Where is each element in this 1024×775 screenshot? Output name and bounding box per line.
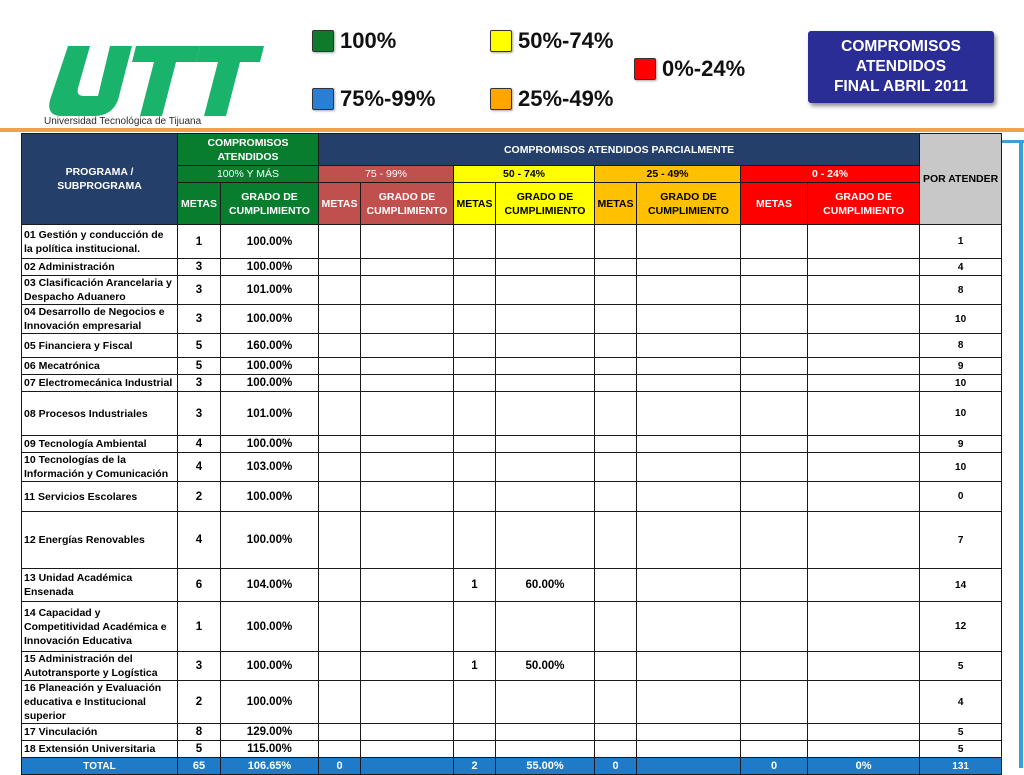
cell-por-atender: 12 bbox=[920, 602, 1002, 652]
cell-g50 bbox=[496, 259, 595, 276]
cell-grado: 160.00% bbox=[221, 334, 319, 358]
cell-m50 bbox=[454, 724, 496, 741]
cell-por-atender: 4 bbox=[920, 259, 1002, 276]
cell-metas: 3 bbox=[178, 259, 221, 276]
cell-m25 bbox=[595, 225, 637, 259]
report-title-box bbox=[808, 31, 994, 103]
cell-g75 bbox=[361, 276, 454, 305]
cell-g0 bbox=[808, 512, 920, 569]
cell-g50: 50.00% bbox=[496, 652, 595, 681]
cell-programa: 18 Extensión Universitaria bbox=[22, 741, 178, 758]
cell-m75 bbox=[319, 741, 361, 758]
cell-g25 bbox=[637, 334, 741, 358]
cell-g0 bbox=[808, 392, 920, 436]
cell-programa: 06 Mecatrónica bbox=[22, 358, 178, 375]
cell-m75 bbox=[319, 225, 361, 259]
cell-programa: 16 Planeación y Evaluación educativa e Institucional superior bbox=[22, 681, 178, 724]
table-row bbox=[22, 681, 1002, 724]
header-metas: METAS bbox=[595, 183, 637, 225]
cell-m25 bbox=[595, 276, 637, 305]
cell-grado: 100.00% bbox=[221, 681, 319, 724]
cell-g25 bbox=[637, 259, 741, 276]
header-range-50: 50 - 74% bbox=[454, 166, 595, 183]
cell-g0 bbox=[808, 724, 920, 741]
cell-g0 bbox=[808, 741, 920, 758]
cell-por-atender: 10 bbox=[920, 392, 1002, 436]
cell-g0 bbox=[808, 453, 920, 482]
table-row bbox=[22, 259, 1002, 276]
table-row bbox=[22, 652, 1002, 681]
cell-metas: 2 bbox=[178, 482, 221, 512]
table-row bbox=[22, 276, 1002, 305]
cell-programa: 04 Desarrollo de Negocios e Innovación empresarial bbox=[22, 305, 178, 334]
decorative-blue-line bbox=[1019, 140, 1023, 768]
cell-por-atender: 5 bbox=[920, 724, 1002, 741]
cell-g25 bbox=[637, 225, 741, 259]
cell-programa: 09 Tecnología Ambiental bbox=[22, 436, 178, 453]
cell-g25 bbox=[637, 602, 741, 652]
cell-m25 bbox=[595, 569, 637, 602]
cell-por-atender: 7 bbox=[920, 512, 1002, 569]
cell-m75 bbox=[319, 512, 361, 569]
cell-g50 bbox=[496, 724, 595, 741]
cell-m50 bbox=[454, 375, 496, 392]
header-parciales: COMPROMISOS ATENDIDOS PARCIALMENTE bbox=[319, 134, 920, 166]
cell-g25 bbox=[637, 569, 741, 602]
cell-g50 bbox=[496, 602, 595, 652]
cell-g50 bbox=[496, 741, 595, 758]
cell-m0 bbox=[741, 569, 808, 602]
cell-por-atender: 14 bbox=[920, 569, 1002, 602]
cell-por-atender: 9 bbox=[920, 358, 1002, 375]
cell-m25 bbox=[595, 512, 637, 569]
cell-m75 bbox=[319, 259, 361, 276]
total-label: TOTAL bbox=[22, 758, 178, 775]
cell-m50: 1 bbox=[454, 652, 496, 681]
header-metas: METAS bbox=[741, 183, 808, 225]
cell-metas: 6 bbox=[178, 569, 221, 602]
cell-g50 bbox=[496, 358, 595, 375]
title-line: COMPROMISOS bbox=[841, 38, 961, 55]
cell-m25 bbox=[595, 652, 637, 681]
table-row bbox=[22, 375, 1002, 392]
cell-g75 bbox=[361, 569, 454, 602]
cell-m0 bbox=[741, 512, 808, 569]
cell-m0 bbox=[741, 741, 808, 758]
cell-m0 bbox=[741, 305, 808, 334]
cell-m50 bbox=[454, 436, 496, 453]
cell-grado: 100.00% bbox=[221, 375, 319, 392]
cell-programa: 11 Servicios Escolares bbox=[22, 482, 178, 512]
cell-metas: 2 bbox=[178, 681, 221, 724]
header-programa: PROGRAMA / SUBPROGRAMA bbox=[22, 134, 178, 225]
cell-metas: 1 bbox=[178, 602, 221, 652]
cell-g50 bbox=[496, 512, 595, 569]
cell-g25 bbox=[637, 358, 741, 375]
cell-por-atender: 10 bbox=[920, 305, 1002, 334]
cell-metas: 4 bbox=[178, 512, 221, 569]
cell-m25 bbox=[595, 741, 637, 758]
table-row bbox=[22, 453, 1002, 482]
cell-g75 bbox=[361, 358, 454, 375]
cell-m0 bbox=[741, 681, 808, 724]
cell-programa: 08 Procesos Industriales bbox=[22, 392, 178, 436]
cell-programa: 05 Financiera y Fiscal bbox=[22, 334, 178, 358]
cell-grado: 103.00% bbox=[221, 453, 319, 482]
legend-swatch-yellow bbox=[490, 30, 512, 52]
legend-100 bbox=[312, 28, 396, 54]
cell-grado: 100.00% bbox=[221, 482, 319, 512]
cell-g25 bbox=[637, 652, 741, 681]
table-row bbox=[22, 482, 1002, 512]
cell-m25 bbox=[595, 453, 637, 482]
cell-m75 bbox=[319, 305, 361, 334]
cell-m25 bbox=[595, 334, 637, 358]
table-row bbox=[22, 358, 1002, 375]
header-atendidos: COMPROMISOS ATENDIDOS bbox=[178, 134, 319, 166]
cell-g50 bbox=[496, 375, 595, 392]
cell-grado: 104.00% bbox=[221, 569, 319, 602]
cell-por-atender: 0 bbox=[920, 482, 1002, 512]
table-row bbox=[22, 741, 1002, 758]
cell-metas: 8 bbox=[178, 724, 221, 741]
table-row bbox=[22, 602, 1002, 652]
cell-m75 bbox=[319, 681, 361, 724]
cell-programa: 01 Gestión y conducción de la política institucional. bbox=[22, 225, 178, 259]
cell-metas: 4 bbox=[178, 436, 221, 453]
header-grado: GRADO DE CUMPLIMIENTO bbox=[808, 183, 920, 225]
cell-m25 bbox=[595, 602, 637, 652]
cell-por-atender: 1 bbox=[920, 225, 1002, 259]
cell-g50 bbox=[496, 276, 595, 305]
cell-m75 bbox=[319, 375, 361, 392]
total-por_atender: 131 bbox=[920, 758, 1002, 775]
total-m0: 0 bbox=[741, 758, 808, 775]
cell-m50 bbox=[454, 482, 496, 512]
cell-g50 bbox=[496, 305, 595, 334]
cell-g25 bbox=[637, 724, 741, 741]
cell-g25 bbox=[637, 305, 741, 334]
cell-grado: 100.00% bbox=[221, 259, 319, 276]
cell-por-atender: 4 bbox=[920, 681, 1002, 724]
cell-m0 bbox=[741, 453, 808, 482]
total-m75: 0 bbox=[319, 758, 361, 775]
cell-m0 bbox=[741, 602, 808, 652]
header-grado: GRADO DE CUMPLIMIENTO bbox=[361, 183, 454, 225]
legend-swatch-orange bbox=[490, 88, 512, 110]
total-g0: 0% bbox=[808, 758, 920, 775]
cell-m50 bbox=[454, 358, 496, 375]
cell-m75 bbox=[319, 276, 361, 305]
cell-m50 bbox=[454, 741, 496, 758]
cell-g75 bbox=[361, 602, 454, 652]
header-grado: GRADO DE CUMPLIMIENTO bbox=[221, 183, 319, 225]
cell-m0 bbox=[741, 375, 808, 392]
cell-m0 bbox=[741, 652, 808, 681]
cell-por-atender: 5 bbox=[920, 652, 1002, 681]
cell-m25 bbox=[595, 375, 637, 392]
cell-m25 bbox=[595, 259, 637, 276]
cell-m75 bbox=[319, 334, 361, 358]
cell-por-atender: 10 bbox=[920, 453, 1002, 482]
cell-programa: 02 Administración bbox=[22, 259, 178, 276]
cell-g75 bbox=[361, 652, 454, 681]
cell-g50 bbox=[496, 482, 595, 512]
cell-programa: 03 Clasificación Arancelaria y Despacho Aduanero bbox=[22, 276, 178, 305]
cell-g75 bbox=[361, 375, 454, 392]
cell-m75 bbox=[319, 724, 361, 741]
cell-g0 bbox=[808, 482, 920, 512]
cell-m25 bbox=[595, 358, 637, 375]
cell-por-atender: 10 bbox=[920, 375, 1002, 392]
legend-50-74 bbox=[490, 28, 613, 54]
cell-m50 bbox=[454, 305, 496, 334]
decorative-orange-line bbox=[0, 128, 1024, 132]
total-g75 bbox=[361, 758, 454, 775]
cell-por-atender: 8 bbox=[920, 334, 1002, 358]
cell-metas: 4 bbox=[178, 453, 221, 482]
cell-grado: 100.00% bbox=[221, 652, 319, 681]
cell-g0 bbox=[808, 305, 920, 334]
cell-m25 bbox=[595, 724, 637, 741]
cell-por-atender: 9 bbox=[920, 436, 1002, 453]
cell-g75 bbox=[361, 225, 454, 259]
cell-m50 bbox=[454, 276, 496, 305]
cell-programa: 14 Capacidad y Competitividad Académica e Innovación Educativa bbox=[22, 602, 178, 652]
cell-g50 bbox=[496, 453, 595, 482]
cell-grado: 101.00% bbox=[221, 392, 319, 436]
table-row bbox=[22, 436, 1002, 453]
total-m25: 0 bbox=[595, 758, 637, 775]
cell-m50 bbox=[454, 681, 496, 724]
table-row bbox=[22, 305, 1002, 334]
cell-g75 bbox=[361, 512, 454, 569]
cell-g0 bbox=[808, 358, 920, 375]
cell-g50 bbox=[496, 436, 595, 453]
cell-metas: 5 bbox=[178, 334, 221, 358]
cell-programa: 15 Administración del Autotransporte y Logística bbox=[22, 652, 178, 681]
cell-g0 bbox=[808, 225, 920, 259]
legend-0-24 bbox=[634, 56, 745, 82]
cell-grado: 101.00% bbox=[221, 276, 319, 305]
cell-g75 bbox=[361, 741, 454, 758]
cell-g75 bbox=[361, 305, 454, 334]
legend-label: 25%-49% bbox=[518, 86, 614, 111]
cell-metas: 5 bbox=[178, 358, 221, 375]
cell-m0 bbox=[741, 724, 808, 741]
cell-g0 bbox=[808, 681, 920, 724]
cell-m50 bbox=[454, 259, 496, 276]
cell-m0 bbox=[741, 225, 808, 259]
cell-g25 bbox=[637, 276, 741, 305]
cell-m0 bbox=[741, 334, 808, 358]
cell-g75 bbox=[361, 392, 454, 436]
cell-m50 bbox=[454, 602, 496, 652]
cell-g25 bbox=[637, 482, 741, 512]
cell-m25 bbox=[595, 436, 637, 453]
cell-m0 bbox=[741, 436, 808, 453]
cell-g75 bbox=[361, 482, 454, 512]
cell-g25 bbox=[637, 375, 741, 392]
cell-g50 bbox=[496, 681, 595, 724]
cell-programa: 17 Vinculación bbox=[22, 724, 178, 741]
table-row bbox=[22, 392, 1002, 436]
cell-m75 bbox=[319, 569, 361, 602]
cell-m25 bbox=[595, 392, 637, 436]
header-range-0: 0 - 24% bbox=[741, 166, 920, 183]
total-metas: 65 bbox=[178, 758, 221, 775]
cell-programa: 10 Tecnologías de la Información y Comunicación bbox=[22, 453, 178, 482]
table-row bbox=[22, 225, 1002, 259]
header-metas: METAS bbox=[454, 183, 496, 225]
cell-m75 bbox=[319, 453, 361, 482]
cell-por-atender: 8 bbox=[920, 276, 1002, 305]
legend-label: 50%-74% bbox=[518, 28, 614, 53]
cell-grado: 100.00% bbox=[221, 602, 319, 652]
cell-programa: 07 Electromecánica Industrial bbox=[22, 375, 178, 392]
cell-m75 bbox=[319, 436, 361, 453]
total-m50: 2 bbox=[454, 758, 496, 775]
cell-g25 bbox=[637, 453, 741, 482]
cell-g0 bbox=[808, 569, 920, 602]
cell-metas: 3 bbox=[178, 276, 221, 305]
legend-swatch-red bbox=[634, 58, 656, 80]
cell-grado: 100.00% bbox=[221, 436, 319, 453]
title-line: FINAL ABRIL 2011 bbox=[833, 78, 969, 95]
cell-m0 bbox=[741, 276, 808, 305]
cell-metas: 3 bbox=[178, 375, 221, 392]
cell-g0 bbox=[808, 375, 920, 392]
cell-g0 bbox=[808, 652, 920, 681]
header-metas: METAS bbox=[178, 183, 221, 225]
cell-grado: 100.00% bbox=[221, 358, 319, 375]
cell-m75 bbox=[319, 358, 361, 375]
cell-m0 bbox=[741, 482, 808, 512]
legend-label: 75%-99% bbox=[340, 86, 436, 111]
compromisos-table bbox=[21, 133, 1002, 775]
cell-m0 bbox=[741, 392, 808, 436]
legend-label: 100% bbox=[340, 28, 397, 53]
header-range-100: 100% Y MÁS bbox=[178, 166, 319, 183]
cell-g25 bbox=[637, 392, 741, 436]
logo-subtitle: Universidad Tecnológica de Tijuana bbox=[44, 116, 202, 127]
cell-g75 bbox=[361, 453, 454, 482]
cell-m50 bbox=[454, 392, 496, 436]
legend-swatch-green bbox=[312, 30, 334, 52]
cell-metas: 5 bbox=[178, 741, 221, 758]
cell-grado: 129.00% bbox=[221, 724, 319, 741]
cell-metas: 3 bbox=[178, 652, 221, 681]
cell-m25 bbox=[595, 482, 637, 512]
cell-m75 bbox=[319, 392, 361, 436]
cell-grado: 100.00% bbox=[221, 305, 319, 334]
title-line: ATENDIDOS bbox=[855, 58, 947, 75]
cell-g25 bbox=[637, 512, 741, 569]
cell-metas: 1 bbox=[178, 225, 221, 259]
cell-g0 bbox=[808, 602, 920, 652]
cell-m25 bbox=[595, 681, 637, 724]
header-range-25: 25 - 49% bbox=[595, 166, 741, 183]
cell-m0 bbox=[741, 358, 808, 375]
cell-g25 bbox=[637, 436, 741, 453]
cell-g0 bbox=[808, 436, 920, 453]
total-grado: 106.65% bbox=[221, 758, 319, 775]
cell-programa: 13 Unidad Académica Ensenada bbox=[22, 569, 178, 602]
legend-25-49 bbox=[490, 86, 613, 112]
table-row bbox=[22, 724, 1002, 741]
cell-g75 bbox=[361, 436, 454, 453]
cell-m25 bbox=[595, 305, 637, 334]
cell-g0 bbox=[808, 259, 920, 276]
cell-grado: 115.00% bbox=[221, 741, 319, 758]
cell-grado: 100.00% bbox=[221, 512, 319, 569]
total-g25 bbox=[637, 758, 741, 775]
header-por-atender: POR ATENDER bbox=[920, 134, 1002, 225]
cell-m75 bbox=[319, 602, 361, 652]
cell-g50 bbox=[496, 225, 595, 259]
cell-m50 bbox=[454, 453, 496, 482]
cell-g75 bbox=[361, 724, 454, 741]
header-range-75: 75 - 99% bbox=[319, 166, 454, 183]
cell-metas: 3 bbox=[178, 305, 221, 334]
cell-m75 bbox=[319, 482, 361, 512]
table-total-row bbox=[22, 758, 1002, 775]
cell-g0 bbox=[808, 276, 920, 305]
legend-label: 0%-24% bbox=[662, 56, 746, 81]
legend-75-99 bbox=[312, 86, 435, 112]
cell-g50 bbox=[496, 392, 595, 436]
total-g50: 55.00% bbox=[496, 758, 595, 775]
cell-g50 bbox=[496, 334, 595, 358]
table-row bbox=[22, 334, 1002, 358]
cell-g25 bbox=[637, 681, 741, 724]
cell-programa: 12 Energías Renovables bbox=[22, 512, 178, 569]
decorative-blue-line bbox=[1000, 140, 1024, 143]
cell-g75 bbox=[361, 681, 454, 724]
header-grado: GRADO DE CUMPLIMIENTO bbox=[637, 183, 741, 225]
cell-m50 bbox=[454, 512, 496, 569]
table-row bbox=[22, 512, 1002, 569]
cell-m0 bbox=[741, 259, 808, 276]
cell-grado: 100.00% bbox=[221, 225, 319, 259]
cell-por-atender: 5 bbox=[920, 741, 1002, 758]
table-row bbox=[22, 569, 1002, 602]
cell-g25 bbox=[637, 741, 741, 758]
cell-m50 bbox=[454, 334, 496, 358]
cell-g75 bbox=[361, 334, 454, 358]
cell-metas: 3 bbox=[178, 392, 221, 436]
cell-g50: 60.00% bbox=[496, 569, 595, 602]
cell-g0 bbox=[808, 334, 920, 358]
header-grado: GRADO DE CUMPLIMIENTO bbox=[496, 183, 595, 225]
cell-m50 bbox=[454, 225, 496, 259]
cell-m75 bbox=[319, 652, 361, 681]
header-metas: METAS bbox=[319, 183, 361, 225]
legend-swatch-blue bbox=[312, 88, 334, 110]
cell-g75 bbox=[361, 259, 454, 276]
cell-m50: 1 bbox=[454, 569, 496, 602]
